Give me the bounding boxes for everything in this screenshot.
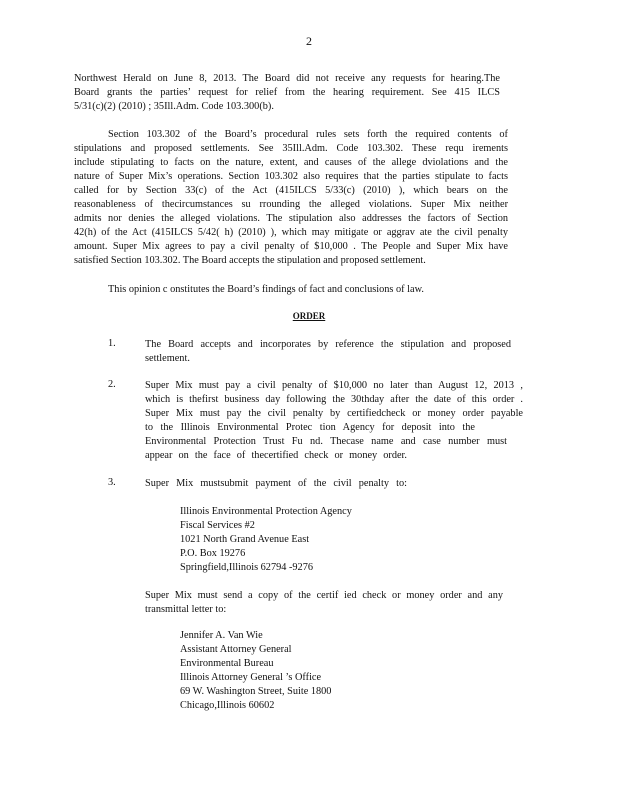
- order-item-1: [145, 338, 511, 366]
- item-line: transmittal letter to:: [145, 604, 227, 615]
- paragraph-line: Section 103.302 of the Board’s procedural rules sets forth the required contents of: [108, 129, 508, 140]
- paragraph-line: include stipulating to facts on the nature, extent, and causes of the allege dviolations and the: [74, 157, 508, 168]
- address-line: Environmental Bureau: [180, 658, 274, 669]
- address-line: Springfield,Illinois 62794 -9276: [180, 562, 313, 573]
- paragraph-line: called for by Section 33(c) of the Act (415ILCS 5/33(c) (2010) ), which bears on the: [74, 185, 508, 196]
- item-number: 2.: [108, 379, 116, 390]
- paragraph-line: 5/31(c)(2) (2010) ; 35Ill.Adm. Code 103.300(b).: [74, 101, 274, 112]
- item-line: Super Mix must send a copy of the certif ied check or money order and any: [145, 590, 503, 601]
- paragraph-line: admits nor denies the alleged violations. The stipulation also addresses the factors of Section: [74, 213, 508, 224]
- paragraph-publication: [74, 72, 500, 114]
- paragraph-line: 42(h) of the Act (415ILCS 5/42( h) (2010) ), which may mitigate or aggrav ate the civil penalty: [74, 227, 508, 238]
- address-line: Illinois Environmental Protection Agency: [180, 506, 352, 517]
- address-line: Chicago,Illinois 60602: [180, 700, 275, 711]
- address-line: Jennifer A. Van Wie: [180, 630, 263, 641]
- address-line: Illinois Attorney General ’s Office: [180, 672, 322, 683]
- payment-address: [180, 505, 352, 575]
- paragraph-section-103-302: [74, 128, 508, 268]
- copy-address: [180, 629, 331, 713]
- order-item-2: [145, 379, 523, 463]
- order-heading: ORDER: [292, 311, 326, 321]
- item-line: settlement.: [145, 353, 190, 364]
- item-number: 1.: [108, 338, 116, 349]
- item-line: to the Illinois Environmental Protec tion Agency for deposit into the: [145, 422, 475, 433]
- item-number: 3.: [108, 477, 116, 488]
- paragraph-findings: [108, 283, 508, 297]
- address-line: 69 W. Washington Street, Suite 1800: [180, 686, 332, 697]
- copy-instruction: [145, 589, 503, 617]
- item-line: Environmental Protection Trust Fu nd. Thecase name and case number must: [145, 436, 507, 447]
- address-line: Assistant Attorney General: [180, 644, 292, 655]
- item-line: The Board accepts and incorporates by reference the stipulation and proposed: [145, 339, 511, 350]
- address-line: P.O. Box 19276: [180, 548, 246, 559]
- paragraph-line: Northwest Herald on June 8, 2013. The Board did not receive any requests for hearing.The: [74, 73, 500, 84]
- paragraph-line: stipulations and proposed settlements. See 35Ill.Adm. Code 103.302. These requ irements: [74, 143, 508, 154]
- paragraph-line: This opinion c onstitutes the Board’s findings of fact and conclusions of law.: [108, 284, 424, 295]
- address-line: 1021 North Grand Avenue East: [180, 534, 310, 545]
- order-item-3: [145, 477, 407, 491]
- paragraph-line: nature of Super Mix’s operations. Section 103.302 also requires that the parties stipulate to facts: [74, 171, 508, 182]
- paragraph-line: Board grants the parties’ request for relief from the hearing requirement. See 415 ILCS: [74, 87, 500, 98]
- address-line: Fiscal Services #2: [180, 520, 255, 531]
- paragraph-line: satisfied Section 103.302. The Board accepts the stipulation and proposed settlement.: [74, 255, 426, 266]
- item-line: Super Mix must pay the civil penalty by certifiedcheck or money order payable: [145, 408, 523, 419]
- item-line: Super Mix mustsubmit payment of the civil penalty to:: [145, 478, 407, 489]
- item-line: appear on the face of thecertified check or money order.: [145, 450, 407, 461]
- paragraph-line: amount. Super Mix agrees to pay a civil penalty of $10,000 . The People and Super Mix have: [74, 241, 508, 252]
- paragraph-line: reasonableness of thecircumstances su rrounding the alleged violations. Super Mix neither: [74, 199, 508, 210]
- item-line: which is thefirst business day following the 30thday after the date of this order .: [145, 394, 523, 405]
- item-line: Super Mix must pay a civil penalty of $10,000 no later than August 12, 2013 ,: [145, 380, 523, 391]
- page-number: 2: [306, 34, 312, 48]
